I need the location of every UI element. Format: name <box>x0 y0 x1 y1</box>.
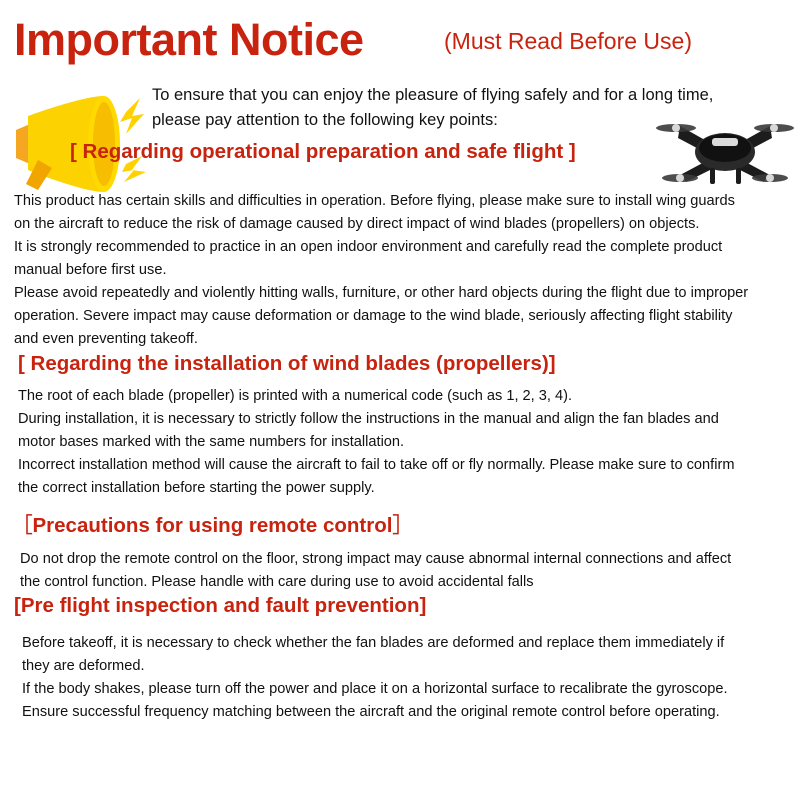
section-remote-control-precautions <box>12 508 772 594</box>
section-body <box>18 385 758 500</box>
paragraph: Please avoid repeatedly and violently hitting walls, furniture, or other hard objects during the flight due to improper operation. Severe impact may cause deformation or damage to the wind blade, seriously affecting flight stability and even preventing takeoff. <box>14 285 749 347</box>
section-operational-preparation <box>14 140 770 351</box>
paragraph: Ensure successful frequency matching between the aircraft and the original remote control before operating. <box>22 704 720 720</box>
section-heading: ［Precautions for using remote control］ <box>12 514 413 537</box>
section-body <box>14 190 754 351</box>
section-body <box>22 632 742 724</box>
page-header <box>0 8 800 66</box>
section-heading: [ Regarding operational preparation and safe flight ] <box>70 140 576 163</box>
paragraph: If the body shakes, please turn off the power and place it on a horizontal surface to recalibrate the gyroscope. <box>22 681 728 697</box>
intro-paragraph: To ensure that you can enjoy the pleasure of flying safely and for a long time, please pay attention to the following key points: <box>152 86 714 129</box>
paragraph: It is strongly recommended to practice in an open indoor environment and carefully read the complete product manual before first use. <box>14 239 723 278</box>
page-subtitle: (Must Read Before Use) <box>444 28 692 54</box>
paragraph: During installation, it is necessary to strictly follow the instructions in the manual and align the fan blades and motor bases marked with the same numbers for installation. <box>18 411 719 450</box>
paragraph: Do not drop the remote control on the floor, strong impact may cause abnormal internal connections and affect the control function. Please handle with care during use to avoid accidental falls <box>20 551 732 590</box>
section-wind-blade-installation <box>18 352 778 500</box>
paragraph: Incorrect installation method will cause the aircraft to fail to take off or fly normally. Please make sure to confirm the correct installation before starting the power supply. <box>18 457 735 496</box>
section-preflight-inspection <box>14 594 774 724</box>
section-heading: [Pre flight inspection and fault prevention] <box>14 594 427 617</box>
section-body <box>20 548 750 594</box>
section-heading: [ Regarding the installation of wind blades (propellers)] <box>18 352 556 375</box>
paragraph: The root of each blade (propeller) is printed with a numerical code (such as 1, 2, 3, 4). <box>18 388 573 404</box>
paragraph: Before takeoff, it is necessary to check whether the fan blades are deformed and replace them immediately if they are deformed. <box>22 635 725 674</box>
page-title: Important Notice <box>14 14 364 65</box>
paragraph: This product has certain skills and difficulties in operation. Before flying, please make sure to install wing guards on the aircraft to reduce the risk of damage caused by direct impact of wind blades (propellers) on objects. <box>14 193 735 232</box>
